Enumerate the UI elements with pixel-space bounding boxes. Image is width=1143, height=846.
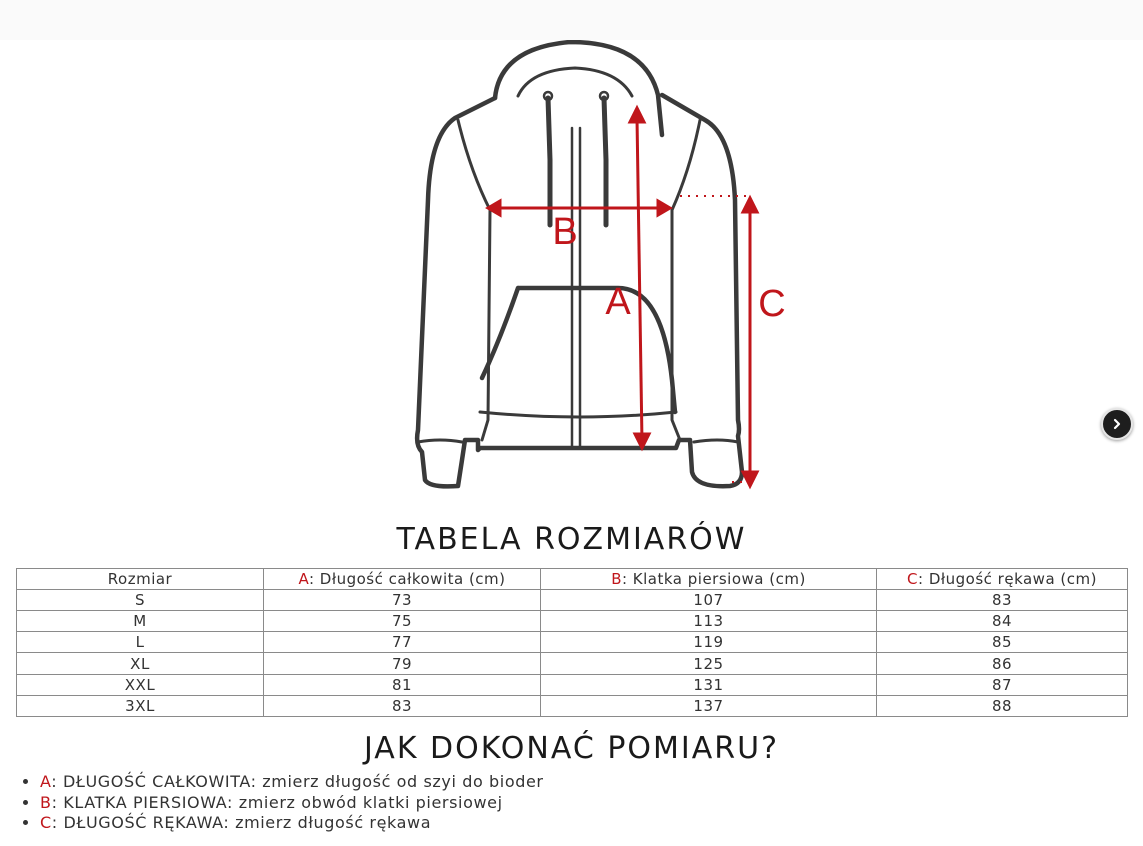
cell-c: 84 [877, 611, 1128, 632]
cell-size: 3XL [17, 695, 264, 716]
table-row [17, 674, 1128, 695]
hoodie-measurement-diagram [400, 40, 820, 490]
cell-size: XL [17, 653, 264, 674]
cell-size: M [17, 611, 264, 632]
cell-c: 88 [877, 695, 1128, 716]
list-item: • B: KLATKA PIERSIOWA: zmierz obwód klatki piersiowej [40, 793, 544, 814]
table-row [17, 695, 1128, 716]
header-chest: B: Klatka piersiowa (cm) [541, 569, 877, 590]
table-row [17, 611, 1128, 632]
size-table-title: TABELA ROZMIARÓW [396, 522, 747, 557]
cell-b: 131 [541, 674, 877, 695]
cell-c: 83 [877, 590, 1128, 611]
cell-a: 75 [264, 611, 541, 632]
cell-b: 107 [541, 590, 877, 611]
cell-b: 119 [541, 632, 877, 653]
drawstring-right [604, 98, 606, 225]
header-size: Rozmiar [17, 569, 264, 590]
table-row [17, 632, 1128, 653]
cell-a: 81 [264, 674, 541, 695]
table-row [17, 653, 1128, 674]
waistband [480, 412, 676, 417]
cell-c: 86 [877, 653, 1128, 674]
cell-b: 137 [541, 695, 877, 716]
size-table [16, 568, 1128, 717]
table-header-row [17, 569, 1128, 590]
chevron-right-icon [1111, 418, 1123, 430]
left-cuff [418, 440, 462, 442]
top-thumbnail-strip [0, 0, 1143, 40]
label-c: C [758, 283, 786, 325]
cell-b: 113 [541, 611, 877, 632]
next-image-button[interactable] [1101, 408, 1133, 440]
label-a: A [605, 281, 631, 323]
cell-size: L [17, 632, 264, 653]
right-cuff [694, 440, 738, 442]
cell-c: 85 [877, 632, 1128, 653]
cell-b: 125 [541, 653, 877, 674]
header-total-length: A: Długość całkowita (cm) [264, 569, 541, 590]
label-b: B [552, 211, 578, 253]
table-row [17, 590, 1128, 611]
cell-size: XXL [17, 674, 264, 695]
cell-a: 73 [264, 590, 541, 611]
list-item: • A: DŁUGOŚĆ CAŁKOWITA: zmierz długość od szyi do bioder [40, 772, 544, 793]
cell-size: S [17, 590, 264, 611]
cell-c: 87 [877, 674, 1128, 695]
drawstring-left [548, 98, 550, 225]
cell-a: 79 [264, 653, 541, 674]
how-to-measure-title: JAK DOKONAĆ POMIARU? [363, 731, 779, 766]
right-sleeve-inner [672, 120, 700, 440]
hood-inner [518, 68, 632, 96]
cell-a: 77 [264, 632, 541, 653]
cell-a: 83 [264, 695, 541, 716]
header-sleeve-length: C: Długość rękawa (cm) [877, 569, 1128, 590]
how-to-measure-list [22, 772, 544, 834]
left-sleeve-inner [458, 120, 490, 440]
list-item: • C: DŁUGOŚĆ RĘKAWA: zmierz długość rękawa [40, 813, 544, 834]
arrow-a-length [637, 118, 642, 442]
kangaroo-pocket [482, 288, 675, 412]
